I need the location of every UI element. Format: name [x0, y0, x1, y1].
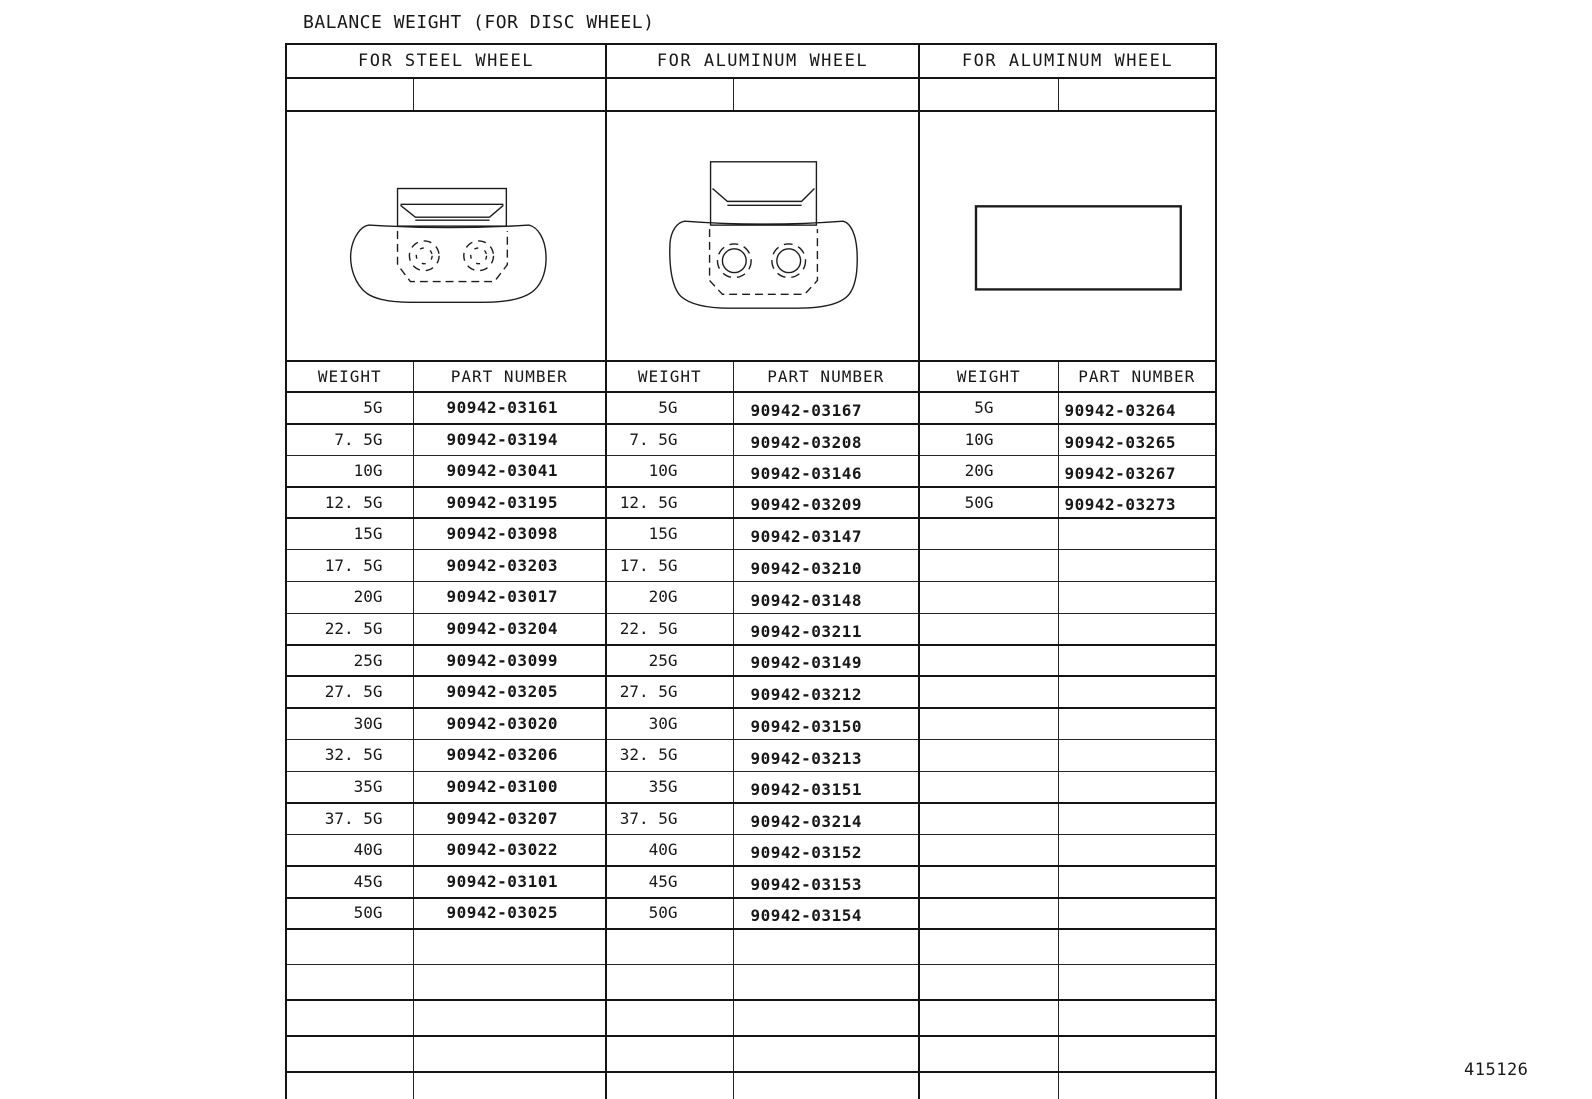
weight-cell: 7. 5G: [606, 424, 733, 456]
weight-cell: [919, 518, 1058, 550]
weight-cell: [919, 866, 1058, 898]
empty-cell: [286, 929, 413, 964]
part-number-cell: 90942-03213: [733, 740, 919, 772]
steel-weight-diagram-cell: [286, 111, 606, 361]
part-number-cell: 90942-03195: [413, 487, 606, 519]
part-number-cell: 90942-03205: [413, 676, 606, 708]
weight-cell: 50G: [606, 898, 733, 930]
part-number-cell: 90942-03098: [413, 518, 606, 550]
empty-cell: [606, 929, 733, 964]
weight-cell: 20G: [919, 455, 1058, 487]
empty-cell: [1058, 964, 1216, 1000]
part-number-cell: [1058, 708, 1216, 740]
weight-hole-left-inner: [722, 249, 746, 273]
part-number-cell: 90942-03025: [413, 898, 606, 930]
part-number-cell: 90942-03154: [733, 898, 919, 930]
part-number-cell: 90942-03099: [413, 645, 606, 677]
weight-hole-right: [464, 241, 494, 271]
part-number-cell: 90942-03149: [733, 645, 919, 677]
weight-cell: 20G: [286, 582, 413, 614]
part-number-cell: 90942-03273: [1058, 487, 1216, 519]
empty-cell: [413, 1036, 606, 1072]
weight-cell: 40G: [606, 834, 733, 866]
weight-cell: 35G: [286, 771, 413, 803]
weight-cell: 5G: [606, 392, 733, 424]
part-number-cell: [1058, 866, 1216, 898]
weight-cell: 17. 5G: [286, 550, 413, 582]
empty-table-row: [286, 1000, 1216, 1036]
part-number-cell: 90942-03017: [413, 582, 606, 614]
balance-weight-table: [285, 43, 1217, 1099]
clip-spring-line: [400, 205, 503, 217]
weight-cell: 15G: [606, 518, 733, 550]
empty-cell: [1058, 1036, 1216, 1072]
weight-cell: 12. 5G: [606, 487, 733, 519]
weight-cell: 10G: [606, 455, 733, 487]
empty-table-row: [286, 964, 1216, 1000]
empty-cell: [1058, 1000, 1216, 1036]
weight-cell: 45G: [286, 866, 413, 898]
spacer-cell: [733, 78, 919, 111]
part-number-cell: 90942-03194: [413, 424, 606, 456]
aluminum-weight-diagram-cell: [606, 111, 919, 361]
empty-cell: [413, 929, 606, 964]
part-number-cell: [1058, 834, 1216, 866]
empty-table-row: [286, 1036, 1216, 1072]
plate-weight-diagram-cell: [919, 111, 1216, 361]
part-number-cell: 90942-03148: [733, 582, 919, 614]
part-number-cell: 90942-03207: [413, 803, 606, 835]
part-number-column-header: PART NUMBER: [413, 361, 606, 392]
part-number-cell: 90942-03161: [413, 392, 606, 424]
table-row: [286, 740, 1216, 772]
empty-cell: [919, 1036, 1058, 1072]
weight-cell: [919, 645, 1058, 677]
weight-cell: 37. 5G: [286, 803, 413, 835]
empty-cell: [606, 964, 733, 1000]
clip-spring-line: [713, 189, 815, 202]
empty-cell: [733, 929, 919, 964]
weight-cell: 27. 5G: [286, 676, 413, 708]
weight-cell: [919, 898, 1058, 930]
figure-number: 415126: [1464, 1060, 1529, 1080]
table-row: [286, 645, 1216, 677]
empty-cell: [919, 929, 1058, 964]
empty-cell: [413, 1072, 606, 1099]
weight-cell: 30G: [606, 708, 733, 740]
weight-cell: 37. 5G: [606, 803, 733, 835]
part-number-cell: 90942-03204: [413, 613, 606, 645]
weight-cell: 17. 5G: [606, 550, 733, 582]
empty-cell: [919, 964, 1058, 1000]
weight-cell: 50G: [286, 898, 413, 930]
spacer-cell: [919, 78, 1058, 111]
weight-column-header: WEIGHT: [286, 361, 413, 392]
part-number-cell: 90942-03151: [733, 771, 919, 803]
weight-cell: 45G: [606, 866, 733, 898]
table-row: [286, 866, 1216, 898]
empty-cell: [286, 964, 413, 1000]
empty-cell: [733, 1036, 919, 1072]
part-number-cell: 90942-03203: [413, 550, 606, 582]
part-number-cell: [1058, 740, 1216, 772]
table-row: [286, 487, 1216, 519]
empty-cell: [413, 964, 606, 1000]
weight-cell: 12. 5G: [286, 487, 413, 519]
weight-cell: 10G: [919, 424, 1058, 456]
part-number-cell: 90942-03146: [733, 455, 919, 487]
part-number-column-header: PART NUMBER: [733, 361, 919, 392]
weight-cell: 32. 5G: [286, 740, 413, 772]
part-number-cell: 90942-03153: [733, 866, 919, 898]
empty-cell: [606, 1072, 733, 1099]
weight-cell: 32. 5G: [606, 740, 733, 772]
part-number-cell: 90942-03152: [733, 834, 919, 866]
part-number-cell: [1058, 613, 1216, 645]
adhesive-weight-plate-diagram: [920, 144, 1215, 328]
part-number-cell: [1058, 771, 1216, 803]
weight-column-header: WEIGHT: [606, 361, 733, 392]
spacer-cell: [606, 78, 733, 111]
weight-cell: [919, 613, 1058, 645]
part-number-cell: 90942-03209: [733, 487, 919, 519]
weight-cell: [919, 708, 1058, 740]
steel-wheel-weight-diagram: [287, 144, 605, 328]
weight-cell: 50G: [919, 487, 1058, 519]
aluminum-wheel-weight-diagram: [607, 144, 918, 328]
weight-column-header: WEIGHT: [919, 361, 1058, 392]
empty-cell: [919, 1072, 1058, 1099]
weight-hole-left-inner: [416, 248, 432, 264]
part-number-cell: 90942-03041: [413, 455, 606, 487]
empty-cell: [1058, 1072, 1216, 1099]
empty-cell: [286, 1072, 413, 1099]
weight-cell: 25G: [606, 645, 733, 677]
part-number-cell: [1058, 518, 1216, 550]
empty-cell: [606, 1000, 733, 1036]
panel-header-row: [286, 44, 1216, 78]
part-number-cell: 90942-03100: [413, 771, 606, 803]
table-row: [286, 834, 1216, 866]
part-number-cell: 90942-03150: [733, 708, 919, 740]
part-number-cell: 90942-03206: [413, 740, 606, 772]
table-row: [286, 771, 1216, 803]
weight-cell: 20G: [606, 582, 733, 614]
weight-cell: [919, 676, 1058, 708]
empty-cell: [286, 1000, 413, 1036]
weight-cell: 25G: [286, 645, 413, 677]
part-number-column-header: PART NUMBER: [1058, 361, 1216, 392]
part-number-cell: [1058, 803, 1216, 835]
panel-header-aluminum-wheel-2: FOR ALUMINUM WHEEL: [919, 44, 1216, 78]
plate-outline: [976, 206, 1181, 289]
part-number-cell: 90942-03214: [733, 803, 919, 835]
part-number-cell: 90942-03210: [733, 550, 919, 582]
weight-cell: [919, 834, 1058, 866]
empty-cell: [733, 1072, 919, 1099]
diagram-row: [286, 111, 1216, 361]
spacer-cell: [1058, 78, 1216, 111]
weight-cell: 27. 5G: [606, 676, 733, 708]
empty-cell: [606, 1036, 733, 1072]
empty-cell: [413, 1000, 606, 1036]
part-number-cell: 90942-03101: [413, 866, 606, 898]
part-number-cell: 90942-03264: [1058, 392, 1216, 424]
part-number-cell: 90942-03211: [733, 613, 919, 645]
part-number-cell: [1058, 550, 1216, 582]
weight-cell: [919, 550, 1058, 582]
empty-cell: [919, 1000, 1058, 1036]
weight-cell: [919, 582, 1058, 614]
table-row: [286, 455, 1216, 487]
weight-hole-left: [409, 241, 439, 271]
part-number-cell: 90942-03267: [1058, 455, 1216, 487]
weight-cell: 10G: [286, 455, 413, 487]
page-title: BALANCE WEIGHT (FOR DISC WHEEL): [303, 12, 655, 33]
part-number-cell: [1058, 645, 1216, 677]
part-number-cell: 90942-03208: [733, 424, 919, 456]
weight-cell: 22. 5G: [286, 613, 413, 645]
part-number-cell: 90942-03167: [733, 392, 919, 424]
table-row: [286, 550, 1216, 582]
spacer-cell: [286, 78, 413, 111]
weight-cell: 22. 5G: [606, 613, 733, 645]
part-number-cell: [1058, 582, 1216, 614]
table-row: [286, 392, 1216, 424]
weight-cell: [919, 771, 1058, 803]
table-row: [286, 676, 1216, 708]
empty-table-row: [286, 929, 1216, 964]
weight-cell: 7. 5G: [286, 424, 413, 456]
column-header-row: [286, 361, 1216, 392]
hidden-body-outline: [398, 231, 508, 281]
weight-cell: 35G: [606, 771, 733, 803]
empty-cell: [286, 1036, 413, 1072]
spacer-row: [286, 78, 1216, 111]
weight-hole-right-inner: [471, 248, 487, 264]
weight-cell: [919, 803, 1058, 835]
empty-cell: [733, 964, 919, 1000]
weight-cell: 5G: [286, 392, 413, 424]
table-row: [286, 424, 1216, 456]
table-row: [286, 518, 1216, 550]
weight-cell: 30G: [286, 708, 413, 740]
part-number-cell: [1058, 898, 1216, 930]
weight-body-outline: [670, 221, 857, 308]
table-row: [286, 898, 1216, 930]
spacer-cell: [413, 78, 606, 111]
weight-cell: 5G: [919, 392, 1058, 424]
weight-cell: 40G: [286, 834, 413, 866]
empty-cell: [733, 1000, 919, 1036]
table-row: [286, 708, 1216, 740]
weight-hole-right-inner: [777, 249, 801, 273]
weight-cell: 15G: [286, 518, 413, 550]
table-row: [286, 803, 1216, 835]
table-row: [286, 582, 1216, 614]
part-number-cell: [1058, 676, 1216, 708]
weight-cell: [919, 740, 1058, 772]
empty-table-row: [286, 1072, 1216, 1099]
part-number-cell: 90942-03147: [733, 518, 919, 550]
part-number-cell: 90942-03265: [1058, 424, 1216, 456]
clip-outline: [711, 162, 817, 225]
part-number-cell: 90942-03212: [733, 676, 919, 708]
empty-cell: [1058, 929, 1216, 964]
panel-header-aluminum-wheel-1: FOR ALUMINUM WHEEL: [606, 44, 919, 78]
weight-body-outline: [351, 225, 546, 302]
panel-header-steel-wheel: FOR STEEL WHEEL: [286, 44, 606, 78]
part-number-cell: 90942-03020: [413, 708, 606, 740]
table-row: [286, 613, 1216, 645]
part-number-cell: 90942-03022: [413, 834, 606, 866]
